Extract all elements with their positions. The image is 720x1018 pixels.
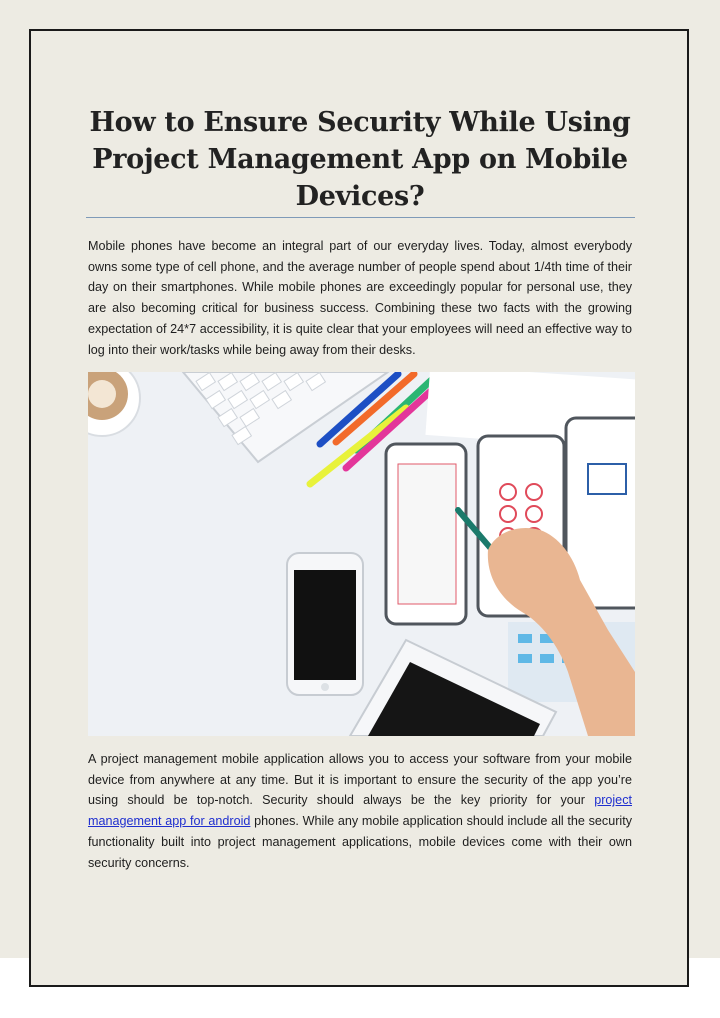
body-paragraph: [88, 749, 632, 873]
smartphone-illustration: [287, 553, 363, 695]
title-divider: [86, 217, 635, 218]
body-text-end: phones. While any mobile application should include all the security functionality built into project management applications, mobile devices come with their own security concerns.: [88, 814, 632, 870]
project-management-app-link[interactable]: project management app for android: [88, 793, 632, 829]
intro-paragraph: Mobile phones have become an integral part of our everyday lives. Today, almost everybody owns some type of cell phone, and the average number of people spend about 1/4th time of their day on their smartphones. While mobile phones are exceedingly popular for personal use, they are also becoming critical for business success. Combining these two facts with the growing expectation of 24*7 accessibility, it is quite clear that your employees will need an effective way to log into their work/tasks while being away from their desks.: [88, 239, 632, 357]
article-title: How to Ensure Security While Using Project Management App on Mobile Devices?: [89, 107, 631, 212]
body-text-start: A project management mobile application allows you to access your software from your mobile device from anywhere at any time. But it is important to ensure the security of the app you’re using should be top-notch. Security should always be the key priority for your: [88, 752, 632, 808]
hero-image: [88, 372, 635, 736]
